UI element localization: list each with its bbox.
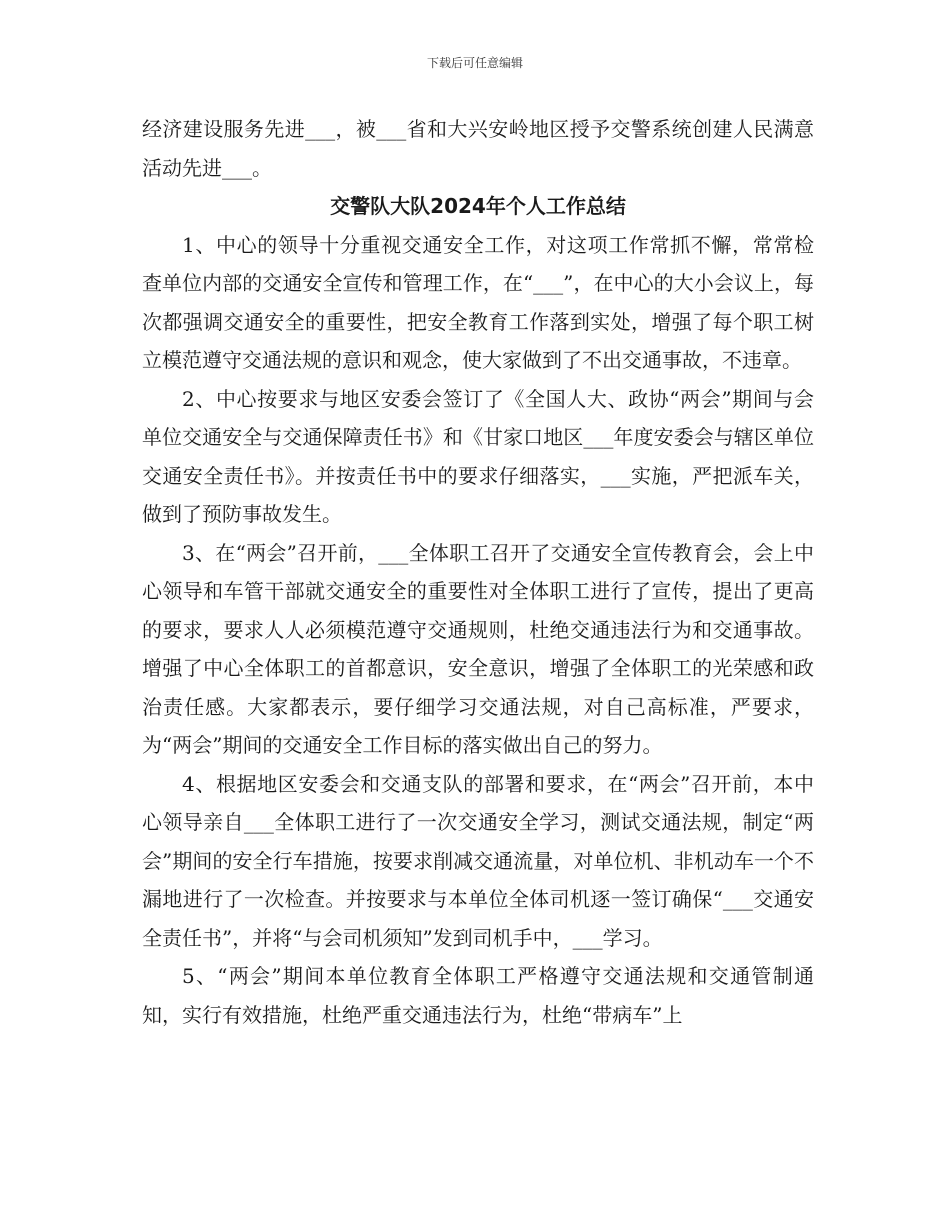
paragraph-3: 3、在“两会”召开前，___全体职工召开了交通安全宣传教育会，会上中心领导和车管干部就交通安全的重要性对全体职工进行了宣传，提出了更高的要求，要求人人必须模范遵守交通规则，杜绝交通违法行为和交通事故。增强了中心全体职工的首都意识，安全意识，增强了全体职工的光荣感和政治责任感。大家都表示，要仔细学习交通法规，对自己高标准，严要求，为“两会”期间的交通安全工作目标的落实做出自己的努力。 [142, 540, 814, 757]
document-title: 交警队大队2024年个人工作总结 [330, 194, 626, 218]
paragraph-2: 2、中心按要求与地区安委会签订了《全国人大、政协“两会”期间与会单位交通安全与交通保障责任书》和《甘家口地区___年度安委会与辖区单位交通安全责任书》。并按责任书中的要求仔细落实，___实施，严把派车关，做到了预防事故发生。 [142, 386, 814, 526]
header-note: 下载后可任意编辑 [426, 56, 523, 70]
paragraph-4: 4、根据地区安委会和交通支队的部署和要求，在“两会”召开前，本中心领导亲自___全体职工进行了一次交通安全学习，测试交通法规，制定“两会”期间的安全行车措施，按要求削减交通流量，对单位机、非机动车一个不漏地进行了一次检查。并按要求与本单位全体司机逐一签订确保“___交通安全责任书”，并将“与会司机须知”发到司机手中，___学习。 [142, 771, 814, 950]
document-body [142, 110, 814, 1034]
lead-paragraph: 经济建设服务先进___，被___省和大兴安岭地区授予交警系统创建人民满意活动先进___。 [142, 117, 814, 180]
paragraph-5: 5、“两会”期间本单位教育全体职工严格遵守交通法规和交通管制通知，实行有效措施，杜绝严重交通违法行为，杜绝“带病车”上 [142, 964, 814, 1027]
paragraph-1: 1、中心的领导十分重视交通安全工作，对这项工作常抓不懈，常常检查单位内部的交通安全宣传和管理工作，在“___”，在中心的大小会议上，每次都强调交通安全的重要性，把安全教育工作落到实处，增强了每个职工树立模范遵守交通法规的意识和观念，使大家做到了不出交通事故，不违章。 [142, 232, 814, 372]
